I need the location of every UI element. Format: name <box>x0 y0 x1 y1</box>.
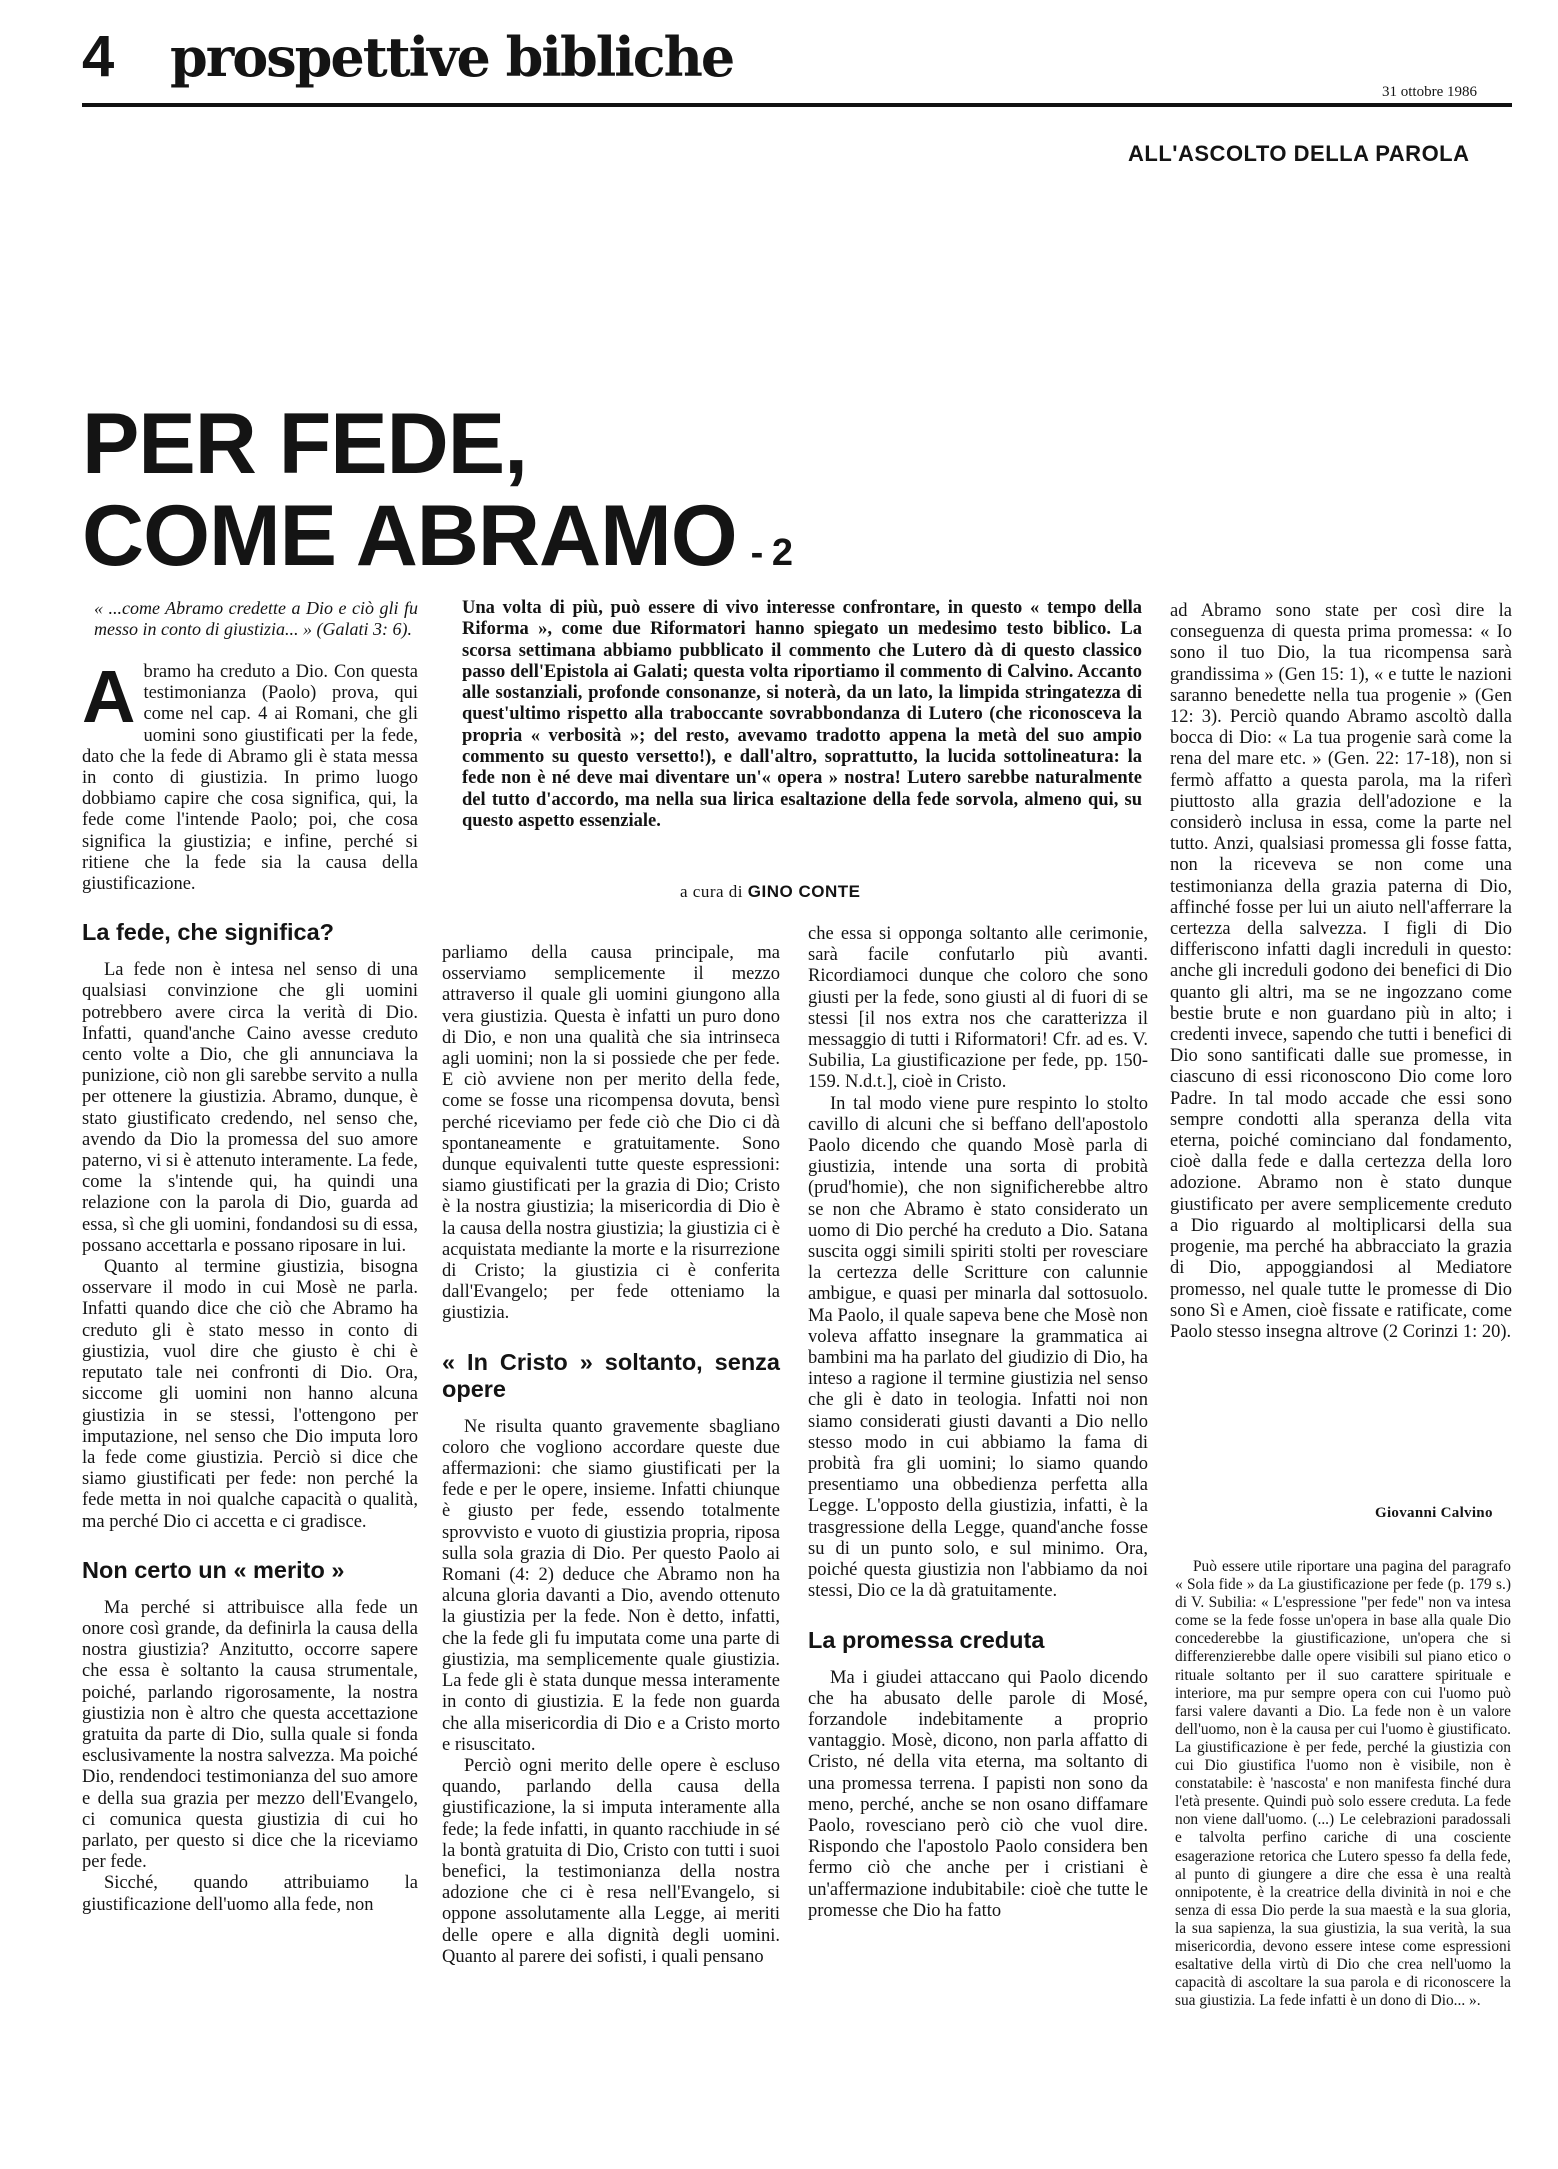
paragraph: In tal modo viene pure respinto lo stolto cavillo di alcuni che si beffano dell'apostolo Paolo dicendo che quando Mosè parla di giustizia, intende una sorta di probità (prud'homie), che non significherebbe altro se non che Abramo è stato considerato un uomo di Dio perché ha creduto a Dio. Satana suscita oggi simili spiriti stolti per rovesciare la certezza delle Scritture con calunnie ambigue, e quasi per minarla dal sottosuolo. Ma Paolo, il quale sapeva bene che Mosè non voleva affatto insegnare la grammatica ai bambini ma ha parlato del giudizio di Dio, ha inteso a ragione il termine giustizia nel senso che gli è dato in teologia. Infatti noi non siamo considerati giusti davanti a Dio nello stesso modo in cui abbiamo la fama di probità fra gli uomini; lo siamo quando presentiamo una obbedienza perfetta alla Legge. L'opposto della giustizia, infatti, è la trasgressione della Legge, quand'anche fosse su di un punto solo, e sul minimo. Ora, poiché questa giustizia non l'abbiamo da noi stessi, Dio ce la dà gratuitamente. <box>808 1093 1148 1602</box>
heading-fede: La fede, che significa? <box>82 919 335 946</box>
editor-credit <box>680 882 860 902</box>
drop-cap: A <box>82 655 136 738</box>
heading-merito: Non certo un « merito » <box>82 1556 345 1583</box>
column-3 <box>808 924 1148 1922</box>
paragraph: parliamo della causa principale, ma osserviamo semplicemente il mezzo attraverso il quale gli uomini giungono alla vera giustizia. Questa è infatti un puro dono di Dio, e non una qualità che sia intrinseca agli uomini; non la si possiede che per fede. E ciò avviene non per merito della fede, come se fosse una ricompensa dovuta, bensì perché riceviamo per fede ciò che Dio ci dà spontaneamente e gratuitamente. Sono dunque equivalenti tutte queste espressioni: siamo giustificati per la grazia di Dio; Cristo è la nostra giustizia; la misericordia di Dio è la causa della nostra giustizia; la giustizia ci è acquistata mediante la morte e la risurrezione di Cristo; la giustizia ci è conferita dall'Evangelo; per fede otteniamo la giustizia. <box>442 943 781 1324</box>
paragraph: Perciò ogni merito delle opere è escluso quando, parlando della causa della giustificazione, la si imputa interamente alla fede; la fede infatti, in quanto racchiude in sé la bontà gratuita di Dio, Cristo con tutti i suoi benefici, la testimonianza della nostra adozione che ci è resa nell'Evangelo, si oppone assolutamente alla Legge, ai meriti delle opere e alla dignità degli uomini. Quanto al parere dei sofisti, i quali pensano <box>442 1755 780 1967</box>
heading-cristo: « In Cristo » soltanto, senza opere <box>442 1348 780 1402</box>
title-part-number: - 2 <box>750 532 793 574</box>
paragraph: La fede non è intesa nel senso di una qualsiasi convinzione che gli uomini potrebbero avere circa la verità di Dio. Infatti, quand'anche Caino avesse creduto cento volte a Dio, che gli annunciava la punizione, ciò non gli sarebbe servito a nulla per ottenere la giustizia. Abramo, dunque, è stato giustificato credendo, nel senso che, avendo da Dio la promessa del suo amore paterno, vi si è attenuto interamente. La fede, come la s'intende qui, ha quindi una relazione con la parola di Dio, guarda ad essa, sì che gli uomini, fondandosi su di essa, possano accettarla e possano riposare in lui. <box>82 960 418 1256</box>
column-1 <box>82 598 418 1916</box>
credit-prefix: a cura di <box>680 882 744 901</box>
title-line-2 <box>82 490 792 599</box>
heading-promessa: La promessa creduta <box>808 1626 1045 1653</box>
title-line-2-text: COME ABRAMO <box>82 488 737 584</box>
footnote-box: Può essere utile riportare una pagina del paragrafo « Sola fide » da La giustificazione per fede (p. 179 s.) di V. Subilia: « L'espressione "per fede" non va intesa come se la fede fosse un'opera in base alla quale Dio concederebbe la giustificazione, un'opera che si differenzierebbe dalle opere visibili sul piano etico o rituale soltanto per il suo carattere spirituale e interiore, ma pur sempre opera con cui l'uomo può farsi valere davanti a Dio. La fede non è un valore dell'uomo, non è la causa per cui l'uomo è giustificato. La giustificazione è per fede, perché la giustizia con cui Dio giustifica l'uomo non è visibile, non è constatabile: è 'nascosta' e non manifesta finché dura l'età presente. Quindi può solo essere creduta. La fede non viene dall'uomo. (...) Le celebrazioni paradossali e talvolta perfino cariche di una cosciente esagerazione retorica che Lutero spesso fa della fede, al punto di giungere a dire che essa è una realtà onnipotente, è la creatrice della divinità in noi e che senza di essa Dio perde la sua maestà e la sua gloria, la sua sapienza, la sua giustizia, la sua verità, la sua misericordia, devono essere intese come espressioni esaltative della virtù di Dio che crea nell'uomo la capacità di ascoltare la sua parola e di riconoscere la sua giustizia. La fede infatti è un dono di Dio... ». <box>1175 1558 1511 2010</box>
masthead: prospettive bibliche <box>170 25 734 89</box>
epigraph: « ...come Abramo credette a Dio e ciò gli fu messo in conto di giustizia... » (Galati 3: 6). <box>94 598 418 639</box>
header-rule <box>82 103 1512 107</box>
paragraph: Ma i giudei attaccano qui Paolo dicendo che ha abusato delle parole di Mosé, forzandole indebitamente a proprio vantaggio. Mosè, dicono, non parla affatto di Cristo, né della vita eterna, ma soltanto di una promessa terrena. I papisti non sono da meno, perché, anche se non osano diffamare Paolo, rovesciano però ciò che vuol dire. Rispondo che l'apostolo Paolo considera ben fermo ciò che anche per i cristiani è un'affermazione indubitabile: cioè che tutte le promesse che Dio ha fatto <box>808 1667 1148 1921</box>
paragraph: Sicché, quando attribuiamo la giustificazione dell'uomo alla fede, non <box>82 1873 418 1915</box>
credit-name: GINO CONTE <box>747 882 861 901</box>
paragraph: Quanto al termine giustizia, bisogna osservare il modo in cui Mosè ne parla. Infatti quando dice che ciò che Abramo ha creduto gli è stato messo in conto di giustizia, vuol dire che giusto è chi è reputato tale nei confronti di Dio. Ora, siccome gli uomini non hanno alcuna giustizia in se stessi, l'ottengono per imputazione, nel senso che Dio imputa loro la fede come giustizia. Perciò si dice che siamo giustificati per fede: non perché la fede metta in noi qualche capacità o qualità, ma perché Dio ci accetta e ci gradisce. <box>82 1257 418 1532</box>
paragraph: Ma perché si attribuisce alla fede un onore così grande, da definirla la causa della nostra giustizia? Anzitutto, occorre sapere che essa è soltanto la causa strumentale, poiché, parlando rigorosamente, la nostra giustizia non è altro che questa accettazione gratuita da parte di Dio, sulla quale si fonda esclusivamente la nostra salvezza. Ma poiché Dio, rendendoci testimonianza del suo amore e della sua grazia per mezzo dell'Evangelo, ci comunica questa giustizia di cui ho parlato, per questo si dice che la riceviamo per fede. <box>82 1597 418 1873</box>
section-rubric: ALL'ASCOLTO DELLA PAROLA <box>1128 141 1470 166</box>
column-4 <box>1170 601 1512 1343</box>
paragraph: ad Abramo sono state per così dire la conseguenza di questa prima promessa: « Io sono il tuo Dio, la tua ricompensa sarà grandissima » (Gen 15: 1), « e tutte le nazioni saranno benedette nella tua progenie » (Gen 12: 3). Perciò quando Abramo ascoltò dalla bocca di Dio: « La tua progenie sarà come la rena del mare etc. » (Gen. 22: 17-18), non si fermò affatto a questa parola, ma la riferì piuttosto alla grazia dell'adozione e la considerò inclusa in essa, come la parte nel tutto. Anzi, qualsiasi promessa gli fosse fatta, non la riceveva se non come una testimonianza della grazia paterna di Dio, affinché fosse per lui un aiuto nell'afferrare la certezza della salvezza. I figli di Dio differiscono infatti dagli increduli in questo: anche gli increduli godono dei benefici di Dio quanto gli altri, ma se ne ingozzano come bestie brute e non guardano più in alto; i credenti invece, sapendo che tutti i benefici di Dio sono santificati dalle sue promesse, in ciascuno di essi riconoscono Dio come loro Padre. In tal modo accade che essi sono sempre condotti alla speranza della vita eterna, poiché cominciano dal fondamento, cioè dalla fede e dalla certezza della loro adozione. Abramo non è stato dunque giustificato per avere semplicemente creduto a Dio riguardo al moltiplicarsi della sua progenie, ma perché ha abbracciato la grazia di Dio, appoggiandosi al Mediatore promesso, nel quale tutte le promesse di Dio sono Sì e Amen, cioè fissate e ratificate, come Paolo stesso insegna altrove (2 Corinzi 1: 20). <box>1170 601 1512 1342</box>
title-line-1: PER FEDE, <box>82 396 527 492</box>
issue-date: 31 ottobre 1986 <box>1382 84 1477 100</box>
page-number: 4 <box>82 24 115 89</box>
article-intro: Una volta di più, può essere di vivo interesse confrontare, in questo « tempo della Riforma », come due Riformatori hanno spiegato un medesimo testo biblico. La scorsa settimana abbiamo pubblicato il commento che Lutero dà di questo classico passo dell'Epistola ai Galati; questa volta riportiamo il commento di Calvino. Accanto alle sostanziali, profonde consonanze, si noterà, da un lato, la limpida stringatezza di quest'ultimo rispetto alla traboccante sovrabbondanza di Lutero (che riconosceva la propria « verbosità »; del resto, avevamo tradotto appena la metà del suo ampio commento su questo versetto!), e dall'altro, soprattutto, la lucida sottolineatura: la fede non è né deve mai diventare un'« opera » nostra! Lutero sarebbe naturalmente del tutto d'accordo, ma nella sua lirica esaltazione della fede sorvola, almeno qui, su questo aspetto essenziale. <box>462 598 1142 831</box>
article-title <box>82 398 792 599</box>
opening-text: bramo ha creduto a Dio. Con questa testimonianza (Paolo) prova, qui come nel cap. 4 ai Romani, che gli uomini sono giustificati per la fede, dato che la fede di Abramo gli è stata messa in conto di giustizia. In primo luogo dobbiamo capire che cosa significa, qui, la fede come l'intende Paolo; poi, che cosa significa la giustizia; e infine, perché si ritiene che la fede sia la causa della giustificazione. <box>82 662 418 895</box>
column-2 <box>442 943 780 1968</box>
paragraph: Ne risulta quanto gravemente sbagliano coloro che vogliono accordare queste due affermazioni: che siamo giustificati per la fede e per le opere, insieme. Infatti chiunque è giusto per fede, essendo totalmente sprovvisto e vuoto di giustizia propria, riposa sulla sola grazia di Dio. Per questo Paolo ai Romani (4: 2) deduce che Abramo non ha alcuna gloria davanti a Dio, avendo ottenuto la giustizia per la fede. Non è detto, infatti, che la fede gli fu imputata come una parte di giustizia, ma semplicemente quale giustizia. La fede gli è stata dunque messa interamente in conto di giustizia. E la fede non guarda che alla misericordia di Dio e a Cristo morto e risuscitato. <box>442 1416 780 1755</box>
paragraph: che essa si opponga soltanto alle cerimonie, sarà facile confutarlo più avanti. Ricordiamoci dunque che coloro che sono giusti per la fede, sono giusti al di fuori di se stessi [il nos extra nos che caratterizza il messaggio di tutti i Riformatori! Cfr. ad es. V. Subilia, La giustificazione per fede, pp. 150-159. N.d.t.], cioè in Cristo. <box>808 924 1148 1093</box>
opening-paragraph <box>82 655 418 895</box>
author-signature: Giovanni Calvino <box>1375 1505 1493 1521</box>
